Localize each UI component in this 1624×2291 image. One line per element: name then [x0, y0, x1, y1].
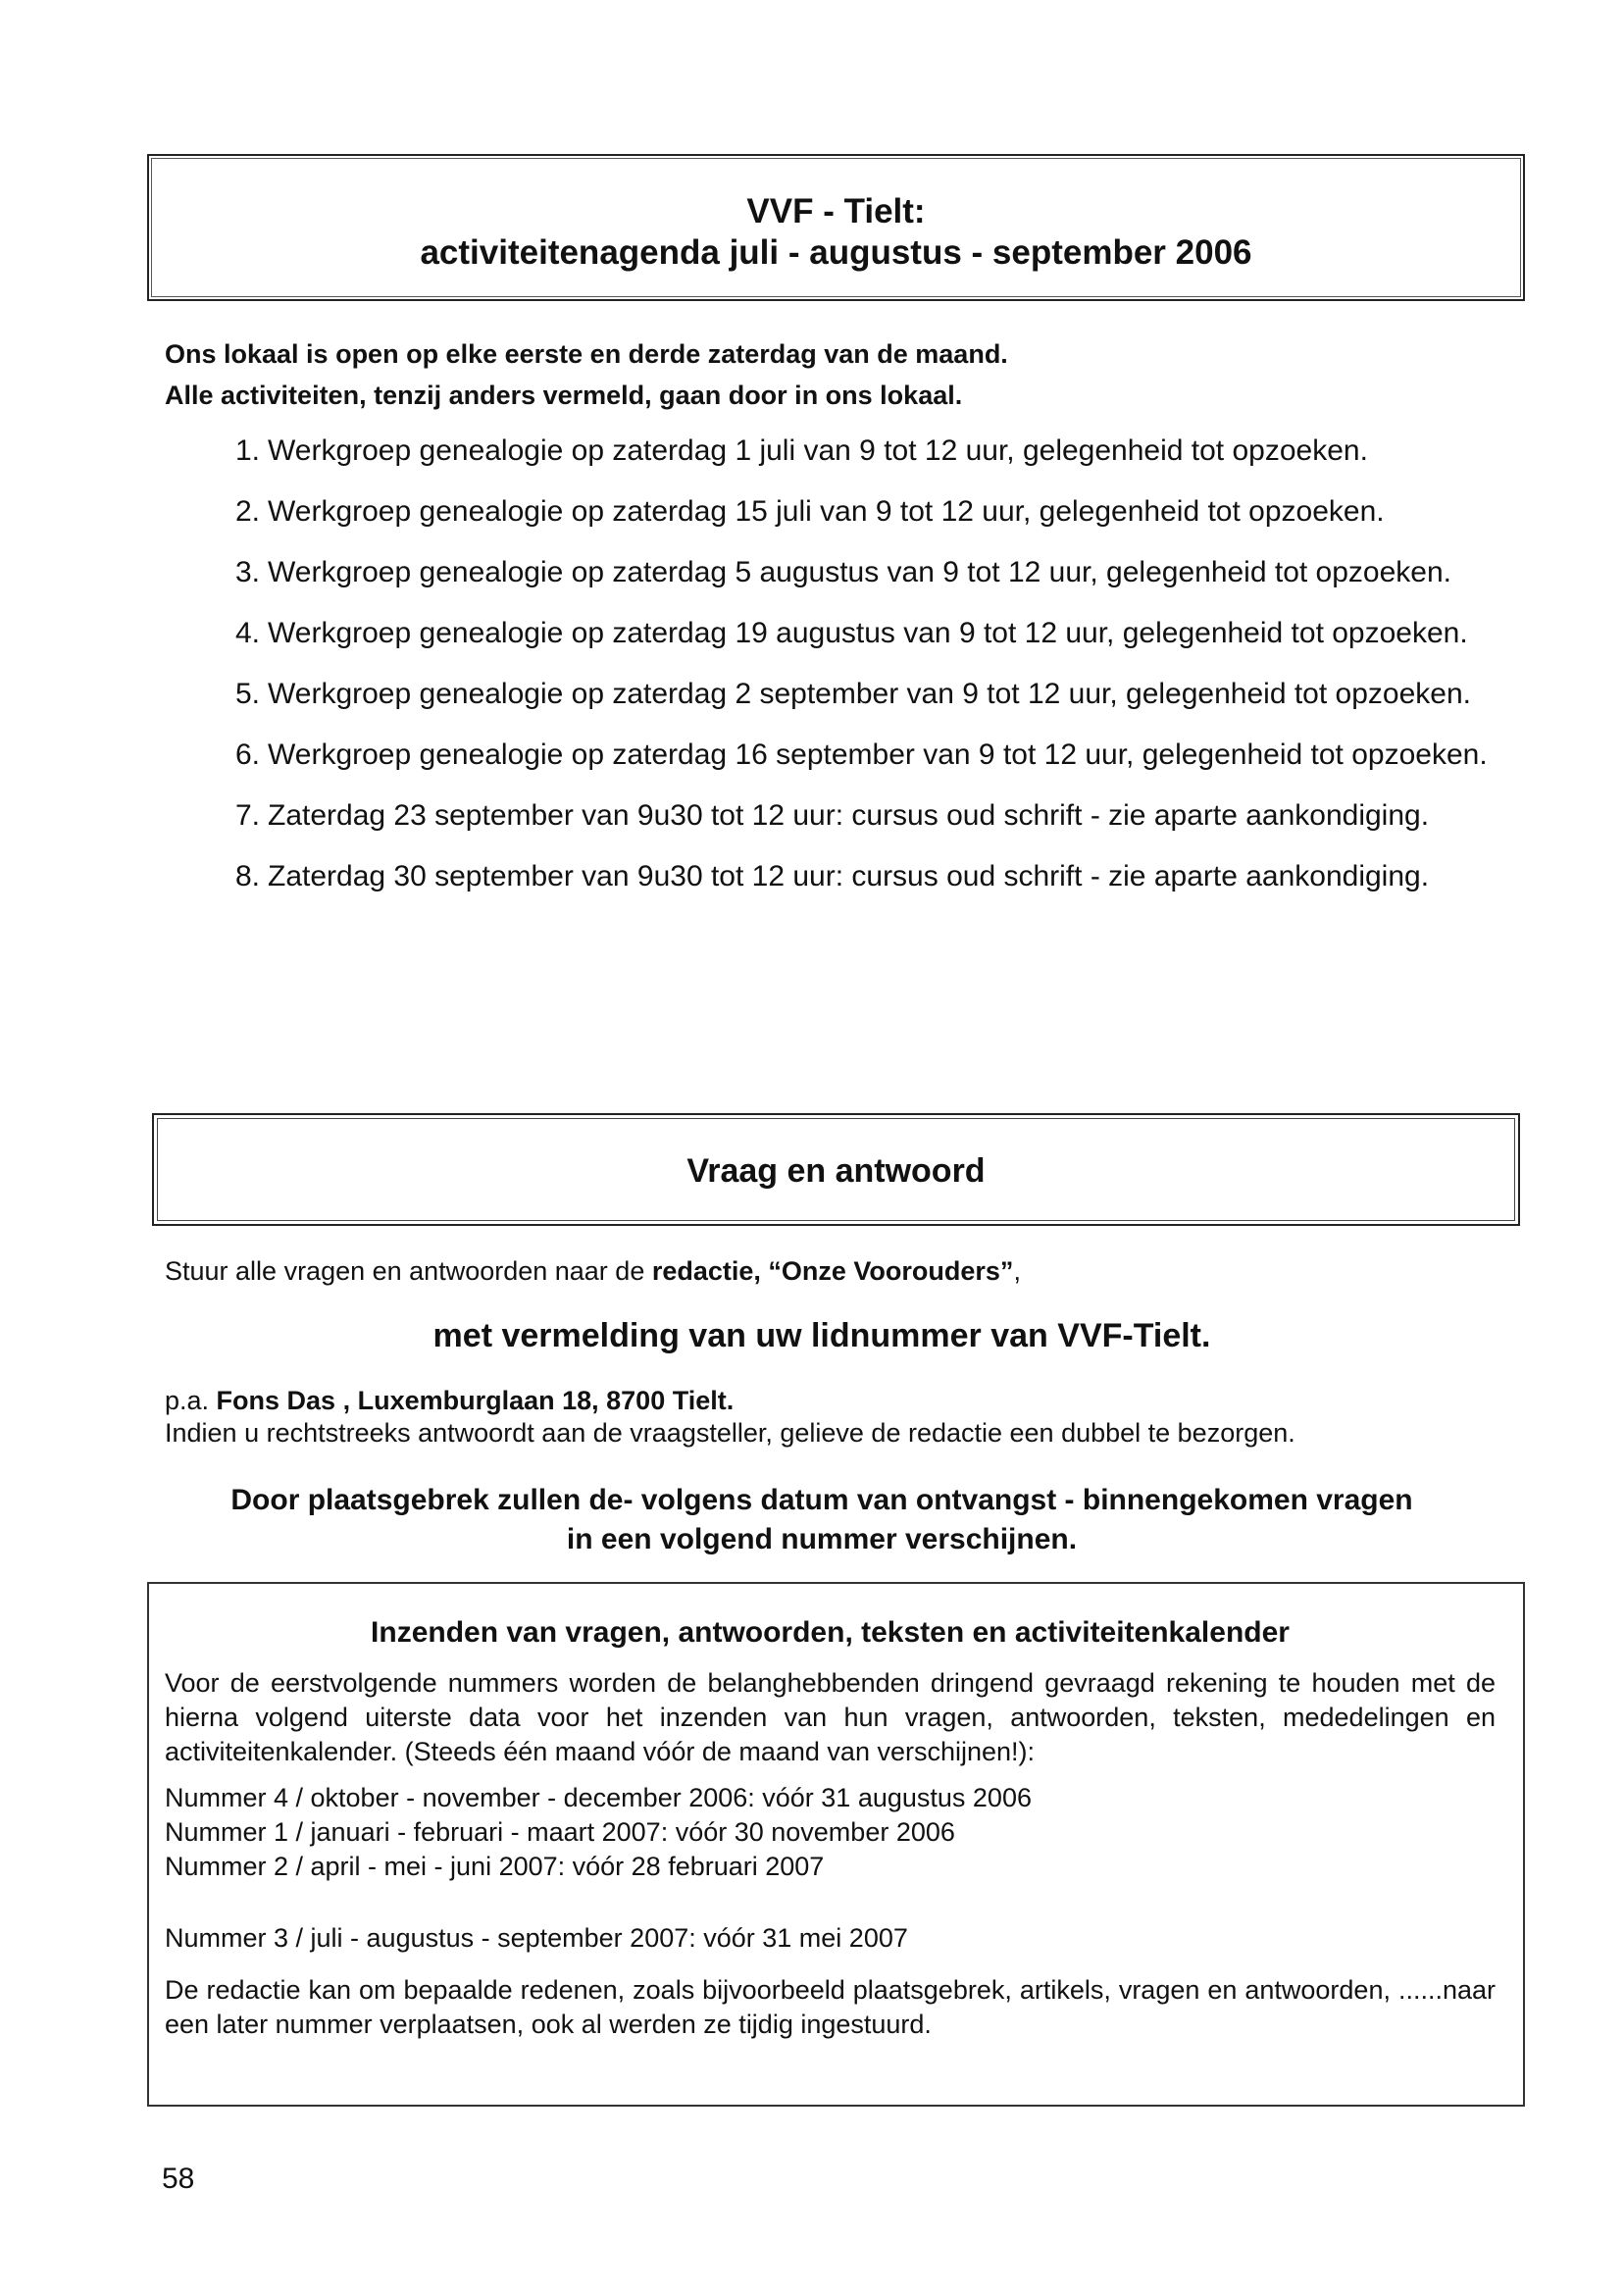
qa-header-box [152, 1113, 1520, 1226]
deadline-list [165, 1781, 1496, 1956]
deadline-item: Nummer 3 / juli - augustus - september 2007: vóór 31 mei 2007 [165, 1923, 908, 1953]
agenda-item [216, 432, 1510, 471]
qa-title: Vraag en antwoord [686, 1152, 986, 1190]
intro-line-2: Alle activiteiten, tenzij anders vermeld, gaan door in ons lokaal. [165, 381, 963, 410]
agenda-item [216, 736, 1510, 775]
agenda-number: 6. [234, 738, 260, 771]
agenda-item [216, 796, 1510, 836]
postal-address [165, 1385, 1295, 1417]
send-prefix: Stuur alle vragen en antwoorden naar de [165, 1256, 652, 1286]
shortage-line-2: in een volgend nummer verschijnen. [566, 1523, 1078, 1555]
submission-body: Voor de eerstvolgende nummers worden de belanghebbenden dringend gevraagd rekening te houden met de hierna volgend uiterste data voor het inzenden van hun vragen, antwoorden, teksten, mededelingen en activiteitenkalender. (Steeds één maand vóór de maand van verschijnen!): [165, 1668, 1496, 1766]
agenda-number: 5. [234, 678, 260, 710]
agenda-item [216, 614, 1510, 653]
submission-box [147, 1582, 1525, 2107]
send-recipient: redactie, “Onze Voorouders” [651, 1256, 1014, 1286]
agenda-text: Werkgroep genealogie op zaterdag 15 juli van 9 tot 12 uur, gelegenheid tot opzoeken. [268, 495, 1385, 528]
shortage-line-1: Door plaatsgebrek zullen de- volgens datum van ontvangst - binnengekomen vragen [230, 1484, 1413, 1516]
deadline-item: Nummer 4 / oktober - november - december 2006: vóór 31 augustus 2006 [165, 1783, 1032, 1812]
deadline-item: Nummer 1 / januari - februari - maart 2007: vóór 30 november 2006 [165, 1817, 955, 1847]
agenda-text: Werkgroep genealogie op zaterdag 19 augustus van 9 tot 12 uur, gelegenheid tot opzoeken. [268, 617, 1468, 649]
agenda-number: 4. [234, 617, 260, 649]
intro-line-1: Ons lokaal is open op elke eerste en derde zaterdag van de maand. [165, 339, 1008, 369]
direct-answer-note: Indien u rechtstreeks antwoordt aan de vraagsteller, gelieve de redactie een dubbel te bezorgen. [165, 1418, 1295, 1448]
agenda-text: Werkgroep genealogie op zaterdag 5 augustus van 9 tot 12 uur, gelegenheid tot opzoeken. [268, 556, 1452, 588]
page-title: VVF - Tielt: [746, 192, 926, 230]
agenda-number: 2. [234, 495, 260, 528]
submission-title: Inzenden van vragen, antwoorden, teksten en activiteitenkalender [371, 1616, 1290, 1649]
header-box [147, 154, 1525, 301]
agenda-text: Werkgroep genealogie op zaterdag 16 september van 9 tot 12 uur, gelegenheid tot opzoeken. [268, 738, 1488, 771]
address-name: Fons Das , Luxemburglaan 18, 8700 Tielt. [216, 1386, 735, 1415]
member-number-notice: met vermelding van uw lidnummer van VVF-Tielt. [432, 1317, 1211, 1354]
agenda-item [216, 492, 1510, 532]
agenda-text: Zaterdag 23 september van 9u30 tot 12 uur: cursus oud schrift - zie aparte aankondiging. [268, 799, 1430, 832]
agenda-number: 7. [234, 799, 260, 832]
agenda-number: 3. [234, 556, 260, 588]
spacer [165, 1884, 1496, 1921]
agenda-number: 1. [234, 434, 260, 467]
agenda-item [216, 553, 1510, 592]
page-number: 58 [162, 2163, 195, 2195]
agenda-list [216, 432, 1510, 918]
address-block [165, 1385, 1295, 1450]
agenda-item [216, 675, 1510, 714]
deadline-item: Nummer 2 / april - mei - juni 2007: vóór 28 februari 2007 [165, 1852, 825, 1881]
agenda-item [216, 857, 1510, 896]
closing-note: De redactie kan om bepaalde redenen, zoals bijvoorbeeld plaatsgebrek, artikels, vragen en antwoorden, ......naar een later nummer verplaatsen, ook al werden ze tijdig ingestuurd. [165, 1975, 1496, 2039]
agenda-text: Werkgroep genealogie op zaterdag 2 september van 9 tot 12 uur, gelegenheid tot opzoeken. [268, 678, 1471, 710]
agenda-number: 8. [234, 860, 260, 892]
send-instructions [165, 1253, 1021, 1289]
intro [165, 333, 1528, 416]
page-subtitle: activiteitenagenda juli - augustus - september 2006 [420, 233, 1252, 272]
send-suffix: , [1013, 1256, 1021, 1286]
space-shortage-notice [0, 1481, 1624, 1559]
agenda-text: Zaterdag 30 september van 9u30 tot 12 uur: cursus oud schrift - zie aparte aankondiging. [268, 860, 1430, 892]
address-prefix: p.a. [165, 1386, 217, 1415]
agenda-text: Werkgroep genealogie op zaterdag 1 juli van 9 tot 12 uur, gelegenheid tot opzoeken. [268, 434, 1368, 467]
